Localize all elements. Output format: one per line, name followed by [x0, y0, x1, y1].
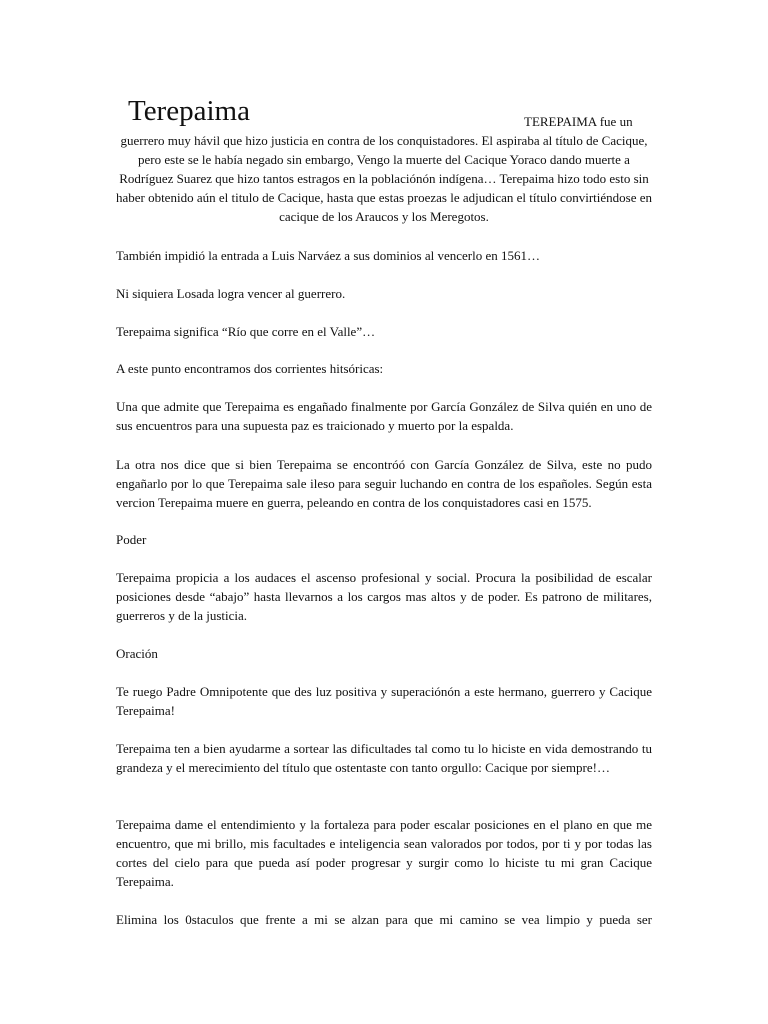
paragraph-prayer-3: Terepaima dame el entendimiento y la fortaleza para poder escalar posiciones en el plano en que me encuentro, que mi brillo, mis facultades e inteligencia sean valorados por todos, por ti y por todas las cortes del cielo para que pueda así poder progresar y surgir como lo hiciste tu mi gran Cacique Terepaima. [116, 817, 652, 889]
paragraph-meaning: Terepaima significa “Río que corre en el Valle”… [116, 324, 376, 339]
intro-paragraph: guerrero muy hávil que hizo justicia en contra de los conquistadores. El aspiraba al título de Cacique, pero este se le había negado sin embargo, Vengo la muerte del Cacique Yoraco dando muerte a Rodríguez Suarez que hizo tantos estragos en la poblaciónón indígena… Terepaima hizo todo esto sin haber obtenido aún el titulo de Cacique, hasta que estas proezas le adjudican el título convirtiéndose en cacique de los Araucos y los Meregotos. [115, 133, 653, 224]
intro-lead-text: TEREPAIMA fue un [524, 114, 633, 129]
paragraph-prayer-4: Elimina los 0staculos que frente a mi se alzan para que mi camino se vea limpio y pueda ser [116, 912, 652, 927]
paragraph-prayer-2: Terepaima ten a bien ayudarme a sortear las dificultades tal como tu lo hiciste en vida demostrando tu grandeza y el merecimiento del título que ostentaste con tanto orgullo: Cacique por siempre!… [116, 741, 652, 775]
paragraph-first-current: Una que admite que Terepaima es engañado finalmente por García González de Silva quién en uno de sus encuentros para una supuesta paz es traicionado y muerto por la espalda. [116, 399, 652, 433]
paragraph-second-current: La otra nos dice que si bien Terepaima se encontróó con García González de Silva, este no pudo engañarlo por lo que Terepaima sale ileso para seguir luchando en contra de los españoles. Según esta vercion Terepaima muere en guerra, peleando en contra de los conquistadores casi en 1575. [116, 457, 652, 510]
paragraph-currents: A este punto encontramos dos corrientes hitsóricas: [116, 361, 384, 376]
paragraph-poder: Terepaima propicia a los audaces el ascenso profesional y social. Procura la posibilidad de escalar posiciones desde “abajo” hasta llevarnos a los cargos mas altos y de poder. Es patrono de militares, guerreros y de la justicia. [116, 570, 652, 623]
paragraph-narvaez: También impidió la entrada a Luis Narváez a sus dominios al vencerlo en 1561… [116, 248, 540, 263]
paragraph-prayer-1: Te ruego Padre Omnipotente que des luz positiva y superaciónón a este hermano, guerrero y Cacique Terepaima! [116, 684, 652, 718]
heading-poder: Poder [116, 532, 147, 547]
document-title: Terepaima [128, 95, 250, 127]
paragraph-losada: Ni siquiera Losada logra vencer al guerrero. [116, 286, 346, 301]
heading-oracion: Oración [116, 646, 158, 661]
